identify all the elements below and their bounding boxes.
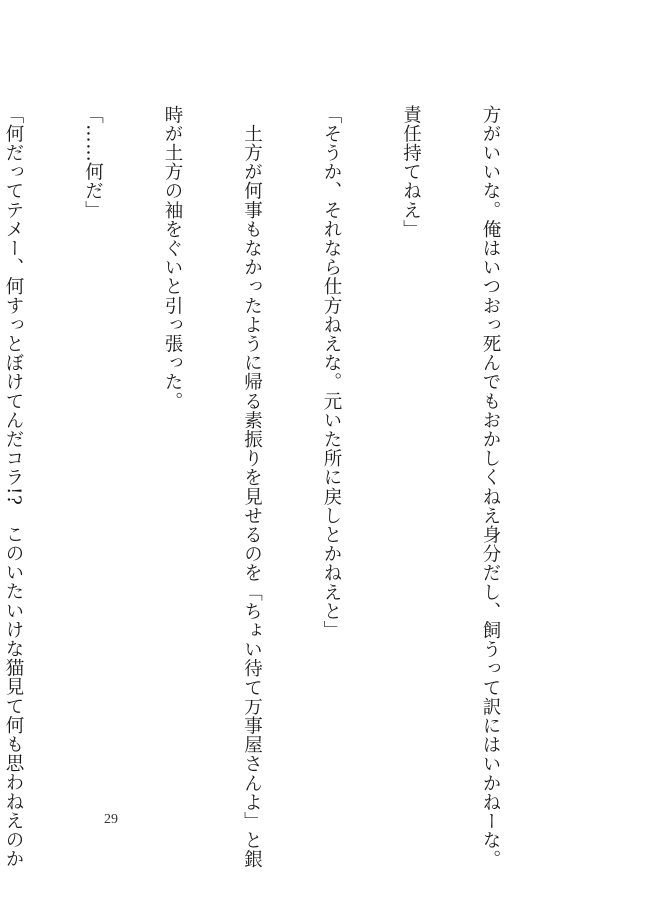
text-line: 「……何だ」	[82, 105, 104, 220]
text-line: 「何だってテメー、何すっとぼけてんだコラ!? このいたいけな猫見て何も思わねえのか	[3, 105, 24, 869]
text-line: 時が土方の袖をぐいと引っ張った。	[162, 105, 183, 411]
text-line: 「そうか、それなら仕方ねえな。元いた所に戻しとかねえと」	[321, 105, 342, 640]
text-line: 責任持てねえ」	[400, 105, 422, 239]
text-line: 方がいいな。俺はいつおっ死んでもおかしくねえ身分だし、飼うって訳にはいかねーな。	[480, 105, 501, 869]
page-number: 29	[104, 812, 118, 827]
text-line: 土方が何事もなかったように帰る素振りを見せるのを「ちょい待て万事屋さんよ」と銀	[241, 105, 263, 869]
